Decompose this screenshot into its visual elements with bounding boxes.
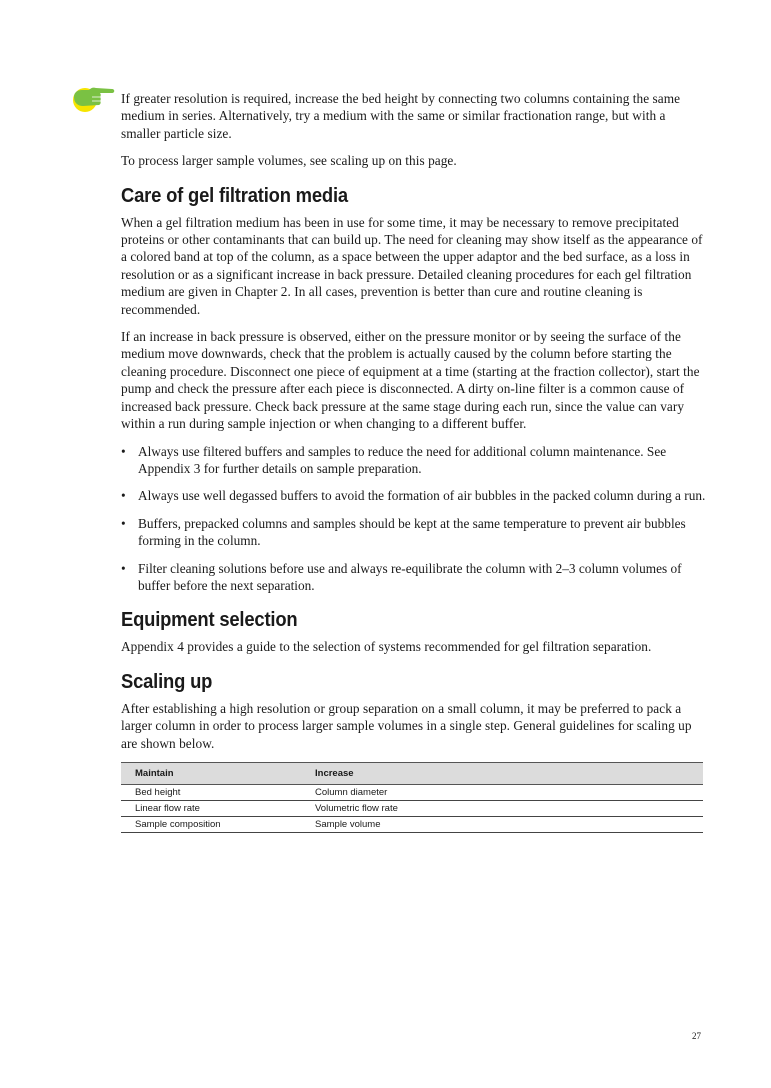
table-cell: Sample volume	[301, 816, 703, 832]
table-cell: Linear flow rate	[121, 800, 301, 816]
bullet-text: Always use filtered buffers and samples to reduce the need for additional column maintenance. See Appendix 3 for further details on sample preparation.	[138, 443, 667, 476]
bullet-glyph: •	[121, 560, 126, 576]
scaling-heading: Scaling up	[121, 670, 213, 693]
bullet-text: Always use well degassed buffers to avoid the formation of air bubbles in the packed column during a run.	[138, 488, 706, 504]
table-row	[121, 816, 703, 832]
care-paragraph-2: If an increase in back pressure is observed, either on the pressure monitor or by seeing the surface of the medium move downwards, check that the problem is actually caused by the column before starting the cleaning procedure. Disconnect one piece of equipment at a time (starting at the fraction collector), start the pump and check the pressure after each piece is disconnected. A dirty on-line filter is a common cause of increased back pressure. Check back pressure at the same stage during each run, since the value can vary within a run during sample injection or when changing to a different buffer.	[121, 329, 700, 432]
intro-paragraph-2: To process larger sample volumes, see scaling up on this page.	[121, 153, 457, 169]
equipment-heading: Equipment selection	[121, 609, 298, 632]
table-header-row	[121, 762, 703, 784]
table-cell: Volumetric flow rate	[301, 800, 703, 816]
intro-paragraph-1: If greater resolution is required, increase the bed height by connecting two columns containing the same medium in series. Alternatively, try a medium with the same or similar fractionation range, but with a smaller particle size.	[121, 91, 681, 141]
list-item	[121, 560, 706, 595]
list-item	[121, 515, 706, 550]
table-row	[121, 800, 703, 816]
header-maintain: Maintain	[121, 762, 301, 784]
table-cell: Sample composition	[121, 816, 301, 832]
table-cell: Bed height	[121, 784, 301, 800]
list-item	[121, 443, 706, 478]
bullet-text: Buffers, prepacked columns and samples should be kept at the same temperature to prevent air bubbles forming in the column.	[138, 515, 686, 549]
scaling-table	[121, 762, 703, 833]
bullet-glyph: •	[121, 515, 126, 531]
page-number: 27	[692, 1031, 701, 1041]
table-cell: Column diameter	[301, 784, 703, 800]
care-bullet-list	[121, 443, 706, 595]
content	[121, 90, 706, 833]
table-row	[121, 784, 703, 800]
equipment-paragraph: Appendix 4 provides a guide to the selection of systems recommended for gel filtration separation.	[121, 639, 652, 655]
care-paragraph-1: When a gel filtration medium has been in use for some time, it may be necessary to remove precipitated proteins or other contaminants that can build up. The need for cleaning may show itself as the appearance of a colored band at top of the column, as a space between the upper adaptor and the bed surface, as a loss in resolution or as a significant increase in back pressure. Detailed cleaning procedures for each gel filtration medium are given in Chapter 2. In all cases, prevention is better than cure and routine cleaning is recommended.	[121, 214, 703, 317]
header-increase: Increase	[301, 762, 703, 784]
bullet-glyph: •	[121, 443, 126, 459]
bullet-text: Filter cleaning solutions before use and always re-equilibrate the column with 2–3 column volumes of buffer before the next separation.	[138, 560, 682, 593]
bullet-glyph: •	[121, 488, 126, 504]
list-item	[121, 487, 706, 504]
pointing-hand-icon	[70, 83, 116, 115]
scaling-paragraph: After establishing a high resolution or group separation on a small column, it may be preferred to pack a larger column in order to process larger sample volumes in a single step. General guidelines for scaling up are shown below.	[121, 700, 692, 751]
care-heading: Care of gel filtration media	[121, 184, 348, 207]
